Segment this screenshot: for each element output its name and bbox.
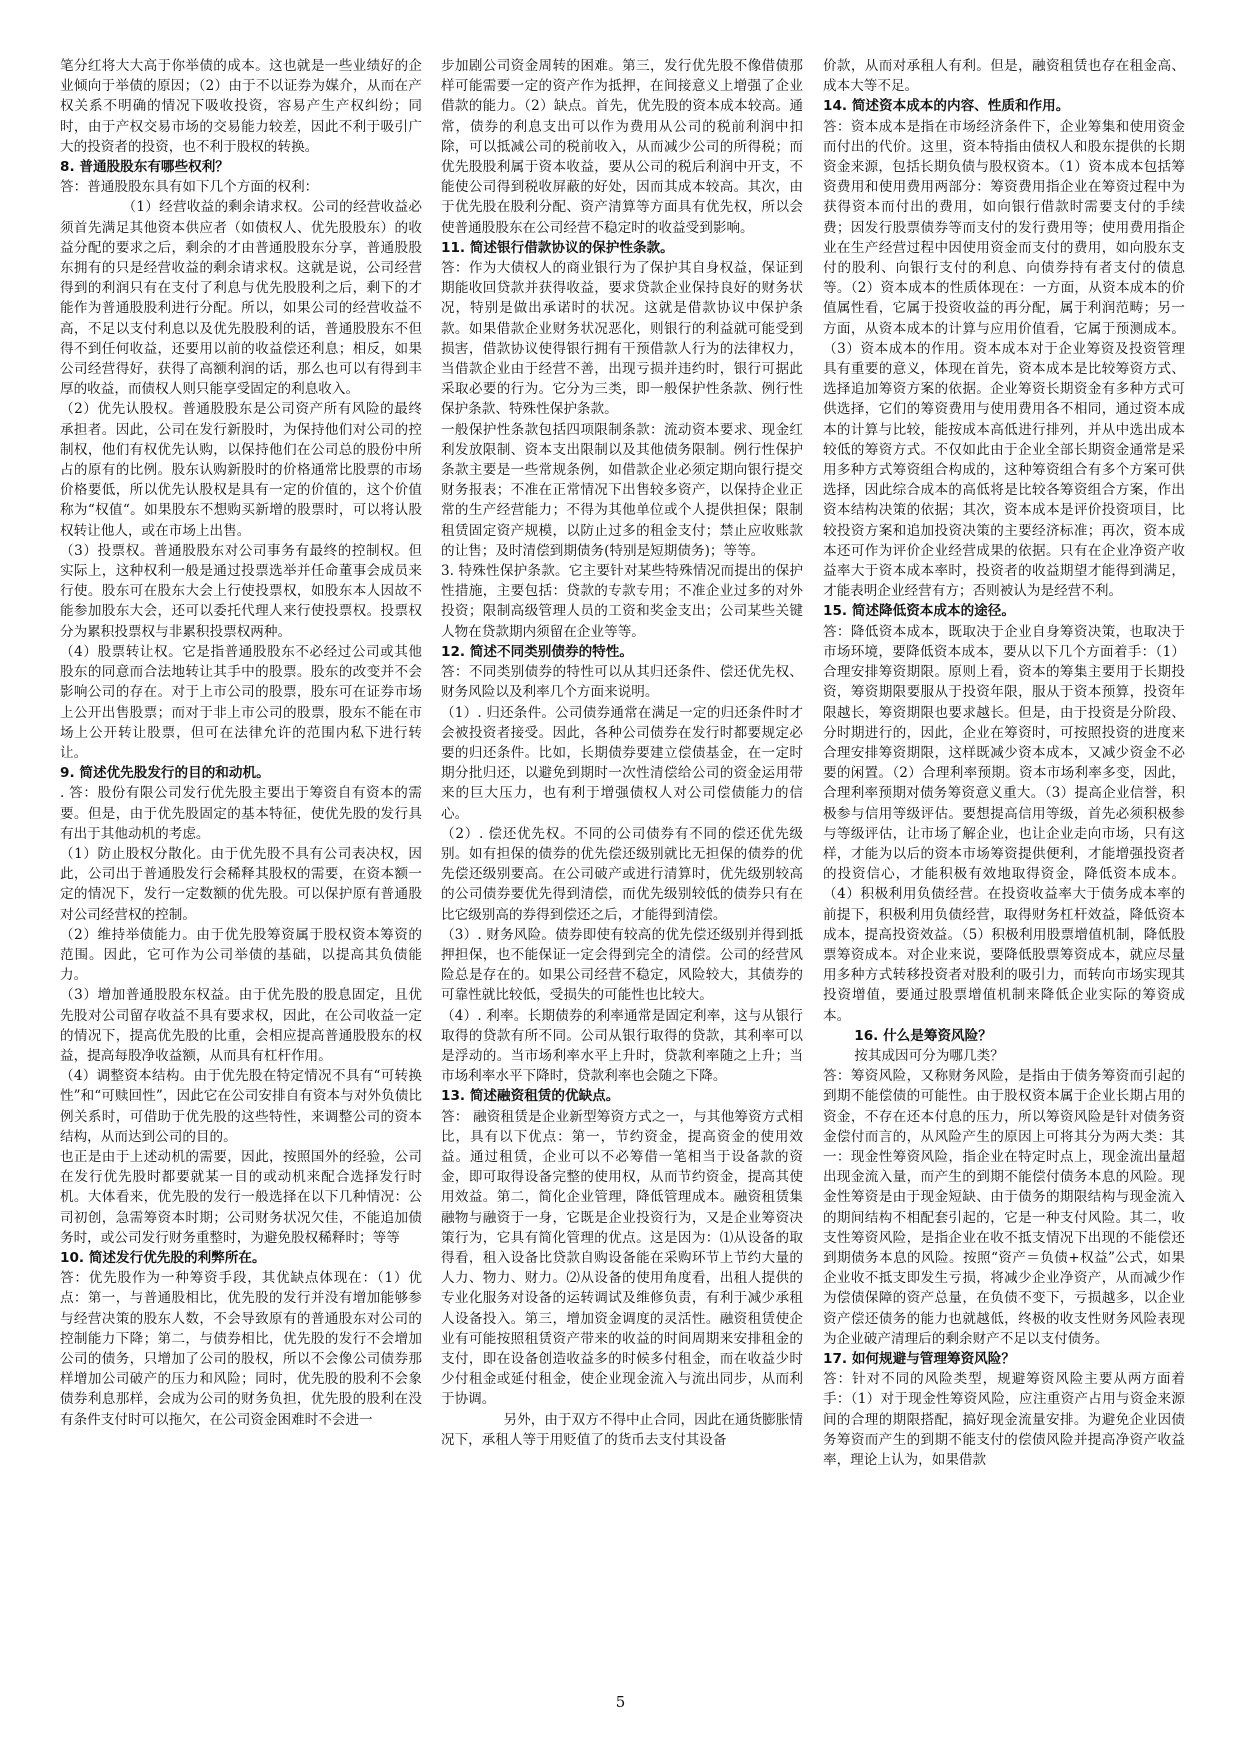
paragraph: （4）调整资本结构。由于优先股在特定情况不具有“可转换性”和“可赎回性”，因此它在公司安排自有资本与对外负债比例关系时，可借助于优先股的这些特性，来调整公司的资本结构，从而达到公司的目的。 xyxy=(60,1068,422,1145)
paragraph: （2）. 偿还优先权。不同的公司债券有不同的偿还优先级别。如有担保的债券的优先偿还级别就比无担保的债券的优先偿还级别要高。在公司破产或进行清算时，优先级别较高的公司债券要优先得到清偿，而优先级别较低的债券只有在比它级别高的券得到偿还之后，才能得到清偿。 xyxy=(441,825,803,923)
paragraph: 答：针对不同的风险类型，规避筹资风险主要从两方面着手：（1）对于现金性筹资风险，应注重资产占用与资金来源间的合理的期限搭配，搞好现金流量安排。为避免企业因债务筹资而产生的到期不能支付的偿债风险并提高净资产收益率，理论上认为，如果借款 xyxy=(823,1371,1185,1469)
section-heading: 13. 简述融资租赁的优缺点。 xyxy=(441,1088,620,1105)
section-heading: 17. 如何规避与管理筹资风险？ xyxy=(823,1351,1015,1367)
section-heading: 15. 简述降低资本成本的途径。 xyxy=(823,603,1015,620)
paragraph: 答：作为大债权人的商业银行为了保护其自身权益，保证到期能收回贷款并获得收益，要求贷款企业保持良好的财务状况，特别是做出承诺时的状况。这就是借款协议中保护条款。如果借款企业财务状况恶化，则银行的利益就可能受到损害，借款协议使得银行拥有干预借款人行为的法律权力，当借款企业由于经营不善，出现亏损并违约时，银行可据此采取必要的行为。它分为三类，即一般保护性条款、例行性保护条款、特殊性保护条款。 xyxy=(441,260,803,418)
column-right xyxy=(823,56,1185,1696)
section-heading: 16. 什么是筹资风险？ xyxy=(854,1027,992,1044)
column-middle xyxy=(441,56,803,1696)
document-page xyxy=(60,56,1185,1696)
page-number: 5 xyxy=(615,1693,626,1711)
section-heading: 11. 简述银行借款协议的保护性条款。 xyxy=(441,239,674,256)
paragraph: 笔分红将大大高于你举债的成本。这也就是一些业绩好的企业倾向于举债的原因；（2）由于不以证券为媒介，从而在产权关系不明确的情况下吸收投资，容易产生产权纠纷；同时，由于产权交易市场的交易能力较差，因此不利于吸引广大的投资者的投资，也不利于股权的转换。 xyxy=(60,58,422,155)
section-heading: 9. 简述优先股发行的目的和动机。 xyxy=(60,765,270,782)
paragraph: 也正是由于上述动机的需要，因此，按照国外的经验，公司在发行优先股时都要就某一目的或动机来配合选择发行时机。大体看来，优先股的发行一般选择在以下几种情况：公司初创，急需筹资本时期；公司财务状况欠佳，不能追加债务时，或公司发行财务重整时，为避免股权稀释时；等等 xyxy=(60,1148,422,1246)
column-left xyxy=(60,56,422,1696)
paragraph: 答：普通股股东具有如下几个方面的权利： xyxy=(60,179,319,196)
paragraph: （4）. 利率。长期债券的利率通常是固定利率，这与从银行取得的贷款有所不同。公司从银行取得的贷款，其利率可以是浮动的。当市场利率水平上升时，贷款利率随之上升；当市场利率水平下降时，贷款利率也会随之下降。 xyxy=(441,1007,803,1085)
paragraph: 答：筹资风险，又称财务风险，是指由于债务筹资而引起的到期不能偿债的可能性。由于股权资本属于企业长期占用的资金，不存在还本付息的压力，所以筹资风险是针对债务资金偿付而言的，从风险产生的原因上可将其分为两大类：其一：现金性筹资风险，指企业在特定时点上，现金流出量超出现金流入量，而产生的到期不能偿付债务本息的风险。现金性筹资是由于现金短缺、由于债务的期限结构与现金流入的期间结构不相配套引起的，它是一种支付风险。其二，收支性筹资风险，是指企业在收不抵支情况下出现的不能偿还到期债务本息的风险。按照“资产＝负债+权益”公式，如果企业收不抵支即发生亏损，将减少企业净资产，从而减少作为偿债保障的资产总量，在负债不变下，亏损越多，以企业资产偿还债务的能力也就越低，终极的收支性财务风险表现为企业破产清理后的剩余财产不足以支付债务。 xyxy=(823,1068,1185,1347)
paragraph: （3）增加普通股股东权益。由于优先股的股息固定，且优先股对公司留存收益不具有要求权，因此，在公司收益一定的情况下，提高优先股的比重，会相应提高普通股股东的权益，提高每股净收益额，从而具有杠杆作用。 xyxy=(60,987,422,1064)
section-heading: 10. 简述发行优先股的利弊所在。 xyxy=(60,1249,266,1266)
section-heading: 12. 简述不同类别债券的特性。 xyxy=(441,643,633,660)
paragraph: （3）投票权。普通股股东对公司事务有最终的控制权。但实际上，这种权利一般是通过投票选举并任命董事会成员来行使。股东可在股东大会上行使投票权，如股东本人因故不能参加股东大会，还可以委托代理人来行使投票权。投票权分为累积投票权与非累积投票权两种。 xyxy=(60,542,422,640)
paragraph: 答：降低资本成本，既取决于企业自身筹资决策，也取决于市场环境，要降低资本成本，要从以下几个方面着手：（1）合理安排筹资期限。原则上看，资本的筹集主要用于长期投资，筹资期限要服从于投资年限，服从于资本预算，投资年限越长，筹资期限也要求越长。但是，由于投资是分阶段、分时期进行的，因此，企业在筹资时，可按照投资的进度来合理安排筹资期限，这样既减少资本成本，又减少资金不必要的闲置。（2）合理利率预期。资本市场利率多变，因此，合理利率预期对债务筹资意义重大。（3）提高企业信誉，积极参与信用等级评估。要想提高信用等级，首先必须积极参与等级评估，让市场了解企业，也让企业走向市场，只有这样，才能为以后的资本市场筹资提供便利，才能增强投资者的投资信心，才能积极有效地取得资金，降低资本成本。（4）积极利用负债经营。在投资收益率大于债务成本率的前提下，积极利用负债经营，取得财务杠杆效益，降低资本成本，提高投资效益。（5）积极利用股票增值机制，降低股票筹资成本。对企业来说，要降低股票筹资成本，就应尽量用多种方式转移投资者对股利的吸引力，而转向市场实现其投资增值，要通过股票增值机制来降低企业实际的筹资成本。 xyxy=(823,623,1185,1024)
paragraph: （3）. 财务风险。债券即使有较高的优先偿还级别并得到抵押担保，也不能保证一定会得到完全的清偿。公司的经营风险总是存在的。如果公司经营不稳定，风险较大，其债券的可靠性就比较低，受损失的可能性也比较大。 xyxy=(441,926,803,1004)
paragraph: 3. 特殊性保护条款。它主要针对某些特殊情况而提出的保护性措施，主要包括：贷款的专款专用；不准企业过多的对外投资；限制高级管理人员的工资和奖金支出；公司某些关键人物在贷款期内须留在企业等等。 xyxy=(441,563,803,640)
paragraph: （4）股票转让权。它是指普通股股东不必经过公司或其他股东的同意而合法地转让其手中的股票。股东的改变并不会影响公司的存在。对于上市公司的股票，股东可在证券市场上公开出售股票；而对于非上市公司的股票，股东不能在市场上公开转让股票，但可在法律允许的范围内私下进行转让。 xyxy=(60,643,422,761)
paragraph: 答：资本成本是指在市场经济条件下，企业筹集和使用资金而付出的代价。这里，资本特指由债权人和股东提供的长期资金来源，包括长期负债与股权资本。（1）资本成本包括筹资费用和使用费用两部分：筹资费用指企业在筹资过程中为获得资本而付出的费用，如向银行借款时需要支付的手续费；因发行股票债券等而支付的发行费用等；使用费用指企业在生产经营过程中因使用资金而支付的费用，如向股东支付的股利、向银行支付的利息、向债券持有者支付的债息等。（2）资本成本的性质体现在：一方面，从资本成本的价值属性看，它属于投资收益的再分配，属于利润范畴；另一方面，从资本成本的计算与应用价值看，它属于预测成本。（3）资本成本的作用。资本成本对于企业筹资及投资管理具有重要的意义，体现在首先，资本成本是比较筹资方式、选择追加筹资方案的依据。企业筹资长期资金有多种方式可供选择，它们的筹资费用与使用费用各不相同，通过资本成本的计算与比较，能按成本高低进行排列，并从中选出成本较低的筹资方式。不仅如此由于企业全部长期资金通常是采用多种方式筹资组合构成的，这种筹资组合有多个方案可供选择，因此综合成本的高低将是比较各筹资组合方案，作出资本结构决策的依据；其次，资本成本是评价投资项目，比较投资方案和追加投资决策的主要经济标准；再次，资本成本还可作为评价企业经营成果的依据。只有在企业净资产收益率大于资本成本率时，投资者的收益期望才能得到满足，才能表明企业经营有方；否则被认为是经营不利。 xyxy=(823,118,1185,600)
paragraph: （2）维持举债能力。由于优先股筹资属于股权资本筹资的范围。因此，它可作为公司举债的基础，以提高其负债能力。 xyxy=(60,926,422,984)
paragraph: 答：优先股作为一种筹资手段，其优缺点体现在：（1）优点：第一，与普通股相比，优先股的发行并没有增加能够参与经营决策的股东人数，不会导致原有的普通股东对公司的控制能力下降；第二，与债券相比，优先股的发行不会增加公司的债务，只增加了公司的股权，所以不会像公司债券那样增加公司破产的压力和风险；同时，优先股的股利不会象债券利息那样，会成为公司的财务负担，优先股的股利在没有条件支付时可以拖欠，在公司资金困难时不会进一 xyxy=(60,1270,422,1428)
paragraph: 价款，从而对承租人有利。但是，融资租赁也存在租金高、成本大等不足。 xyxy=(823,58,1185,95)
paragraph: 一般保护性条款包括四项限制条款：流动资本要求、现金红利发放限制、资本支出限制以及其他债务限制。例行性保护条款主要是一些常规条例，如借款企业必须定期向银行提交财务报表；不准在正常情况下出售较多资产，以保持企业正常的生产经营能力；不得为其他单位或个人提供担保；限制租赁固定资产规模，以防止过多的租金支付；禁止应收账款的让售；及时清偿到期债务(特别是短期债务)；等等。 xyxy=(441,421,803,559)
section-heading: 8. 普通股股东有哪些权利？ xyxy=(60,159,229,176)
paragraph: （1）经营收益的剩余请求权。公司的经营收益必须首先满足其他资本供应者（如债权人、优先股股东）的收益分配的要求之后，剩余的才由普通股股东分享，普通股股东拥有的只是经营收益的剩余请求权。这就是说，公司经营得到的利润只有在支付了利息与优先股股利之后，剩下的才能作为普通股股利进行分配。所以，如果公司的经营收益不高，不足以支付利息以及优先股股利的话，普通股股东不但得不到任何收益，还要用以前的收益偿还利息；相反，如果公司经营得好，获得了高额利润的话，那么也可以有得到丰厚的收益，而债权人则只能享受固定的利息收入。 xyxy=(60,199,422,398)
paragraph: 另外，由于双方不得中止合同，因此在通货膨胀情况下，承租人等于用贬值了的货币去支付其设备 xyxy=(441,1411,803,1448)
paragraph: （1）防止股权分散化。由于优先股不具有公司表决权，因此，公司出于普通股发行会稀释其股权的需要，在资本额一定的情况下，发行一定数额的优先股。可以保护原有普通股对公司经营权的控制。 xyxy=(60,845,422,923)
paragraph: 按其成因可分为哪几类？ xyxy=(854,1047,1004,1064)
paragraph: 步加剧公司资金周转的困难。第三，发行优先股不像借债那样可能需要一定的资产作为抵押，在间接意义上增强了企业借款的能力。（2）缺点。首先，优先股的资本成本较高。通常，债券的利息支出可以作为费用从公司的税前利润中扣除，可以抵减公司的税前收入，从而减少公司的所得税；而优先股股利属于资本收益，要从公司的税后利润中开支，不能使公司得到税收屏蔽的好处，因而其成本较高。其次，由于优先股在股利分配、资产清算等方面具有优先权，所以会使普通股股东在公司经营不稳定时的收益受到影响。 xyxy=(441,58,803,236)
paragraph: 答： 融资租赁是企业新型筹资方式之一，与其他筹资方式相比，具有以下优点：第一，节约资金，提高资金的使用效益。通过租赁，企业可以不必筹借一笔相当于设备款的资金，即可取得设备完整的使用权，从而节约资金，提高其使用效益。第二，简化企业管理，降低管理成本。融资租赁集融物与融资于一身，它既是企业投资行为，又是企业筹资决策行为，它具有简化管理的优点。这是因为：⑴从设备的取得看，租入设备比贷款自购设备能在采购环节上节约大量的人力、物力、财力。⑵从设备的使用角度看，出租人提供的专业化服务对设备的运转调试及维修负责，有利于减少承租人设备投入。第三，增加资金调度的灵活性。融资租赁使企业有可能按照租赁资产带来的收益的时间周期来安排租金的支付，即在设备创造收益多的时候多付租金，而在收益少时少付租金或延付租金，使企业现金流入与流出同步，从而利于协调。 xyxy=(441,1108,803,1408)
paragraph: （1）. 归还条件。公司债券通常在满足一定的归还条件时才会被投资者接受。因此，各种公司债券在发行时都要规定必要的归还条件。比如，长期债券要建立偿债基金，在一定时期分批归还，以避免到期时一次性清偿给公司的资金运用带来的巨大压力，也有利于增强债权人对公司偿债能力的信心。 xyxy=(441,704,803,822)
paragraph: 答：不同类别债券的特性可以从其归还条件、偿还优先权、财务风险以及利率几个方面来说明。 xyxy=(441,664,803,701)
paragraph: （2）优先认股权。普通股股东是公司资产所有风险的最终承担者。因此，公司在发行新股时，为保持他们对公司的控制权，他们有权优先认购，以保持他们在公司总的股份中所占的原有的比例。股东认购新股时的价格通常比股票的市场价格要低，所以优先认股权是具有一定的价值的，这个价值称为“权值“。如果股东不想购买新增的股票时，可以将认股权转让他人，或在市场上出售。 xyxy=(60,401,422,539)
paragraph: . 答：股份有限公司发行优先股主要出于筹资自有资本的需要。但是，由于优先股固定的基本特征，使优先股的发行具有出于其他动机的考虑。 xyxy=(60,785,422,842)
section-heading: 14. 简述资本成本的内容、性质和作用。 xyxy=(823,98,1070,115)
